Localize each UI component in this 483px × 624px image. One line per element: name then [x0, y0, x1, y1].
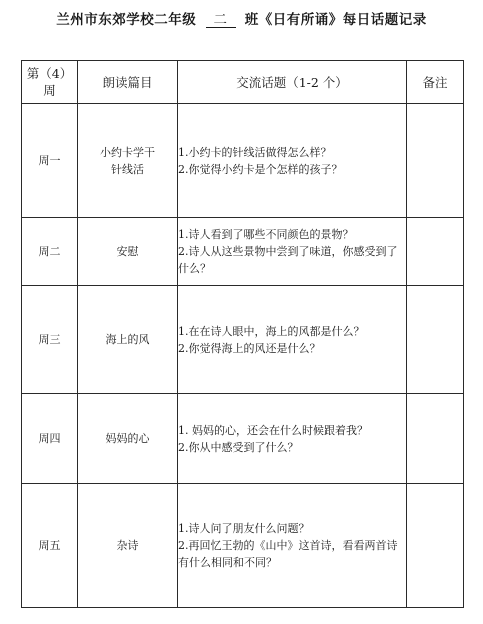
table-row [22, 394, 464, 484]
reading-cell [78, 218, 178, 286]
reading-line: 安慰 [116, 245, 139, 258]
topics-cell [178, 394, 407, 484]
reading-cell [78, 394, 178, 484]
topics-cell [178, 286, 407, 394]
reading-cell [78, 484, 178, 608]
topic-item: 1.小约卡的针线活做得怎么样？ [178, 145, 332, 159]
header-reading: 朗读篇目 [78, 61, 178, 104]
reading-line: 妈妈的心 [105, 432, 150, 445]
reading-cell [78, 104, 178, 218]
header-topics: 交流话题（1-2 个） [178, 61, 407, 104]
topics-cell [178, 104, 407, 218]
day-cell: 周一 [22, 104, 78, 218]
page-title [0, 8, 483, 28]
topic-item: 1.诗人看到了哪些不同颜色的景物？ [178, 228, 354, 241]
day-cell: 周四 [22, 394, 78, 484]
notes-cell [407, 218, 464, 286]
day-cell: 周五 [22, 484, 78, 608]
day-cell: 周三 [22, 286, 78, 394]
topic-item: 2.你觉得海上的风还是什么？ [178, 341, 321, 355]
table-row [22, 484, 464, 608]
topic-item: 2.你从中感受到了什么？ [178, 440, 299, 454]
header-week: 第（4）周 [22, 61, 78, 104]
day-cell: 周二 [22, 218, 78, 286]
table-row [22, 104, 464, 218]
topic-item: 2.再回忆王勃的《山中》这首诗，看看两首诗有什么相同和不同？ [178, 539, 398, 569]
table-row [22, 218, 464, 286]
topic-item: 2.诗人从这些景物中尝到了味道，你感受到了什么？ [178, 245, 398, 275]
notes-cell [407, 286, 464, 394]
reading-line: 小约卡学干 [100, 145, 155, 159]
topic-record-table [21, 60, 464, 608]
header-notes: 备注 [407, 61, 464, 104]
title-suffix: 班《日有所诵》每日话题记录 [244, 12, 427, 28]
topic-item: 1.诗人问了朋友什么问题？ [178, 522, 310, 535]
topics-cell [178, 218, 407, 286]
reading-cell [78, 286, 178, 394]
class-number: 二 [206, 13, 236, 28]
notes-cell [407, 484, 464, 608]
notes-cell [407, 394, 464, 484]
reading-line: 海上的风 [105, 333, 150, 346]
reading-line: 杂诗 [116, 539, 139, 552]
topic-item: 2.你觉得小约卡是个怎样的孩子？ [178, 162, 343, 176]
notes-cell [407, 104, 464, 218]
title-prefix: 兰州市东郊学校二年级 [56, 12, 197, 28]
reading-line: 针线活 [111, 162, 144, 176]
table-header-row [22, 61, 464, 104]
topic-item: 1.在在诗人眼中，海上的风都是什么？ [178, 324, 365, 338]
topics-cell [178, 484, 407, 608]
topic-item: 1. 妈妈的心，还会在什么时候跟着我？ [178, 423, 368, 437]
table-row [22, 286, 464, 394]
